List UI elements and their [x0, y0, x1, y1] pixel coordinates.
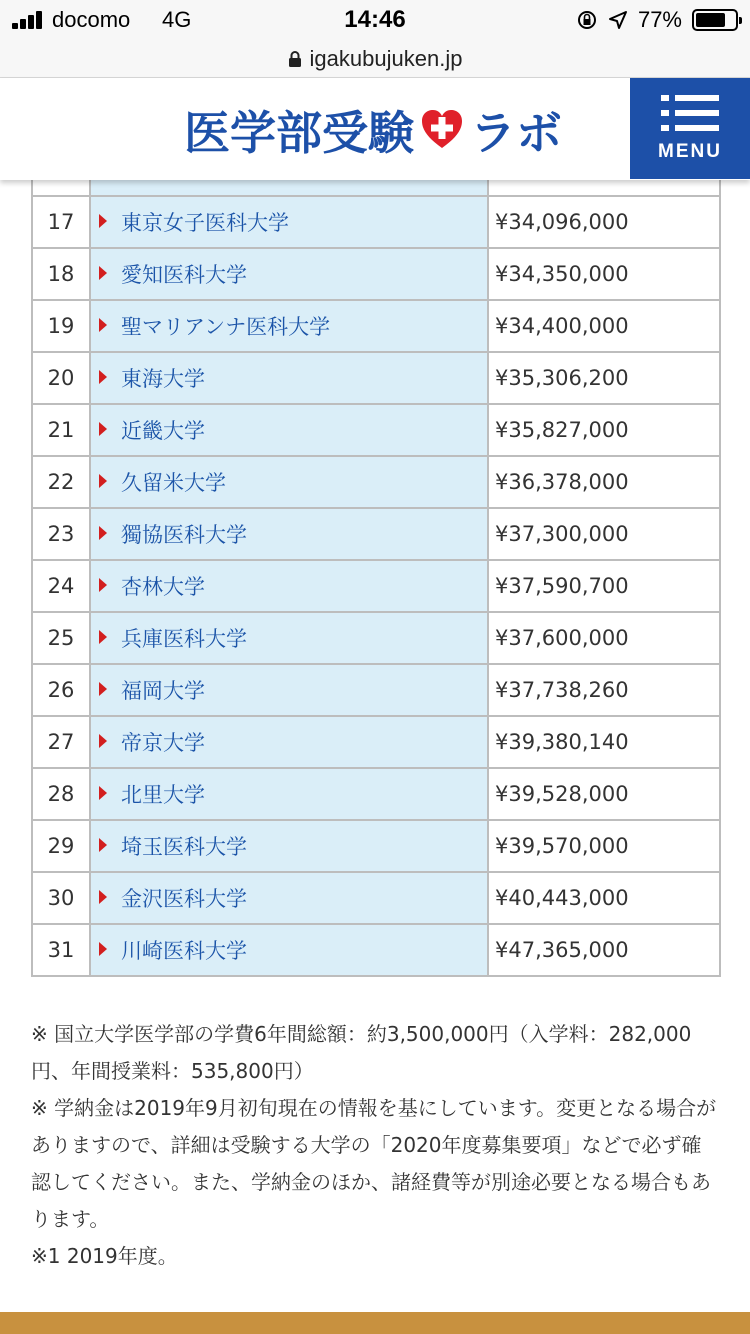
university-link[interactable]: [90, 352, 488, 404]
table-row: [32, 664, 720, 716]
address-bar[interactable]: [0, 40, 750, 78]
rank-cell: 24: [32, 560, 90, 612]
red-triangle-icon: [99, 370, 107, 384]
fee-cell: ¥37,590,700: [488, 560, 720, 612]
rank-cell: 31: [32, 924, 90, 976]
rank-cell: 30: [32, 872, 90, 924]
hamburger-icon: [661, 95, 719, 131]
university-link[interactable]: [90, 768, 488, 820]
university-link[interactable]: [90, 716, 488, 768]
university-name: 東京女子医科大学: [121, 211, 289, 235]
red-triangle-icon: [99, 682, 107, 696]
red-triangle-icon: [99, 890, 107, 904]
rank-cell: 25: [32, 612, 90, 664]
footnote-national-fees: ※ 国立大学医学部の学費6年間総額：約3,500,000円（入学料：282,000円、年間授業料：535,800円）: [31, 1022, 692, 1083]
university-link[interactable]: [90, 300, 488, 352]
red-triangle-icon: [99, 526, 107, 540]
university-name: 久留米大学: [121, 471, 226, 495]
university-name: 福岡大学: [121, 679, 205, 703]
footnote-year: ※1 2019年度。: [31, 1244, 178, 1268]
rank-cell: 22: [32, 456, 90, 508]
rank-cell: 17: [32, 196, 90, 248]
fee-cell: ¥35,827,000: [488, 404, 720, 456]
red-triangle-icon: [99, 474, 107, 488]
university-link[interactable]: [90, 456, 488, 508]
table-row: [32, 560, 720, 612]
fee-cell: ¥35,306,200: [488, 352, 720, 404]
url-domain: igakubujuken.jp: [309, 45, 463, 71]
rotation-lock-icon: [576, 9, 598, 31]
rank-cell: 18: [32, 248, 90, 300]
rank-cell: 20: [32, 352, 90, 404]
status-icons: [576, 6, 738, 34]
university-name: 獨協医科大学: [121, 523, 247, 547]
university-name: 北里大学: [121, 783, 205, 807]
university-name: 近畿大学: [121, 419, 205, 443]
rank-cell: 28: [32, 768, 90, 820]
status-bar: [0, 0, 750, 40]
fee-cell: ¥37,600,000: [488, 612, 720, 664]
red-triangle-icon: [99, 318, 107, 332]
university-link[interactable]: [90, 820, 488, 872]
table-row: [32, 352, 720, 404]
table-row: [32, 248, 720, 300]
table-row: [32, 768, 720, 820]
university-link[interactable]: [90, 404, 488, 456]
site-logo[interactable]: [184, 100, 562, 160]
university-name: 埼玉医科大学: [121, 835, 247, 859]
table-row: [32, 820, 720, 872]
university-name: 兵庫医科大学: [121, 627, 247, 651]
university-link[interactable]: [90, 196, 488, 248]
university-link[interactable]: [90, 612, 488, 664]
table-row: [32, 924, 720, 976]
fee-cell: ¥40,443,000: [488, 872, 720, 924]
university-name: 杏林大学: [121, 575, 205, 599]
university-name: 川崎医科大学: [121, 939, 247, 963]
fee-cell: ¥39,570,000: [488, 820, 720, 872]
rank-cell: 19: [32, 300, 90, 352]
fee-cell: ¥47,365,000: [488, 924, 720, 976]
battery-icon: [692, 9, 738, 31]
red-triangle-icon: [99, 786, 107, 800]
university-name: 金沢医科大学: [121, 887, 247, 911]
table-row: [32, 716, 720, 768]
red-triangle-icon: [99, 214, 107, 228]
university-link[interactable]: [90, 664, 488, 716]
footer-strip: [0, 1312, 750, 1334]
fee-cell: ¥36,378,000: [488, 456, 720, 508]
tuition-ranking-table: [31, 143, 719, 977]
fee-cell: ¥37,300,000: [488, 508, 720, 560]
red-triangle-icon: [99, 942, 107, 956]
university-link[interactable]: [90, 248, 488, 300]
rank-cell: 26: [32, 664, 90, 716]
red-triangle-icon: [99, 734, 107, 748]
fee-cell: ¥39,528,000: [488, 768, 720, 820]
rank-cell: 27: [32, 716, 90, 768]
table-row: [32, 456, 720, 508]
red-triangle-icon: [99, 266, 107, 280]
red-triangle-icon: [99, 422, 107, 436]
table-row: [32, 612, 720, 664]
heart-cross-icon: [420, 108, 464, 152]
university-name: 愛知医科大学: [121, 263, 247, 287]
logo-text-main: 医学部受験: [184, 106, 414, 160]
lock-icon: [288, 50, 302, 68]
fee-cell: ¥37,738,260: [488, 664, 720, 716]
fee-cell: ¥39,380,140: [488, 716, 720, 768]
university-link[interactable]: [90, 560, 488, 612]
rank-cell: 23: [32, 508, 90, 560]
battery-percentage: 77%: [637, 7, 682, 32]
carrier-name: docomo: [52, 7, 131, 32]
fee-cell: ¥34,400,000: [488, 300, 720, 352]
table-row: [32, 508, 720, 560]
menu-button[interactable]: [630, 78, 750, 179]
table-row: [32, 196, 720, 248]
university-name: 帝京大学: [121, 731, 205, 755]
menu-label: MENU: [658, 140, 722, 162]
red-triangle-icon: [99, 630, 107, 644]
university-name: 聖マリアンナ医科大学: [121, 315, 331, 339]
table-row: [32, 872, 720, 924]
red-triangle-icon: [99, 578, 107, 592]
rank-cell: 21: [32, 404, 90, 456]
university-link[interactable]: [90, 508, 488, 560]
network-type: 4G: [162, 7, 192, 32]
site-header: [0, 78, 750, 180]
clock: 14:46: [344, 6, 406, 33]
university-name: 東海大学: [121, 367, 205, 391]
footnote-disclaimer: ※ 学納金は2019年9月初旬現在の情報を基にしています。変更となる場合がありますので、詳細は受験する大学の「2020年度募集要項」などで必ず確認してください。また、学納金のほか、諸経費等が別途必要となる場合もあります。: [31, 1096, 717, 1231]
table-row: [32, 300, 720, 352]
fee-cell: ¥34,096,000: [488, 196, 720, 248]
fee-cell: ¥34,350,000: [488, 248, 720, 300]
university-link[interactable]: [90, 924, 488, 976]
location-arrow-icon: [608, 10, 628, 30]
footnotes: [31, 1016, 721, 1275]
university-link[interactable]: [90, 872, 488, 924]
logo-text-lab: ラボ: [470, 106, 562, 160]
rank-cell: 29: [32, 820, 90, 872]
table-row: [32, 404, 720, 456]
red-triangle-icon: [99, 838, 107, 852]
